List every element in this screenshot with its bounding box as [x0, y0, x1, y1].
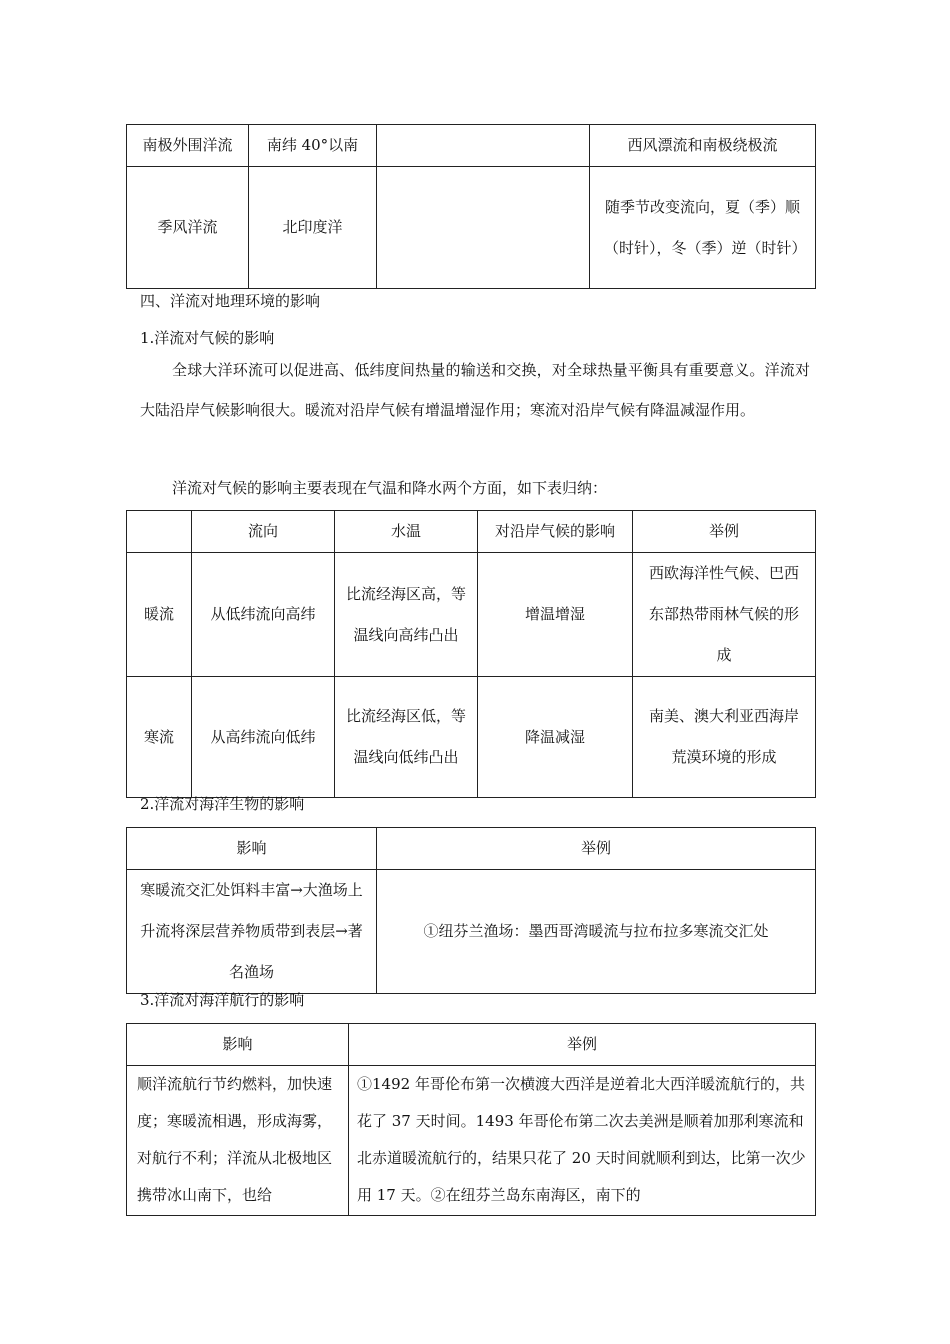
marine-life-table	[126, 827, 816, 994]
table-cell: 北印度洋	[249, 167, 377, 289]
table-cell: 南纬 40°以南	[249, 125, 377, 167]
table-row	[127, 553, 816, 677]
table-header: 影响	[127, 1024, 349, 1066]
table-header: 流向	[192, 511, 335, 553]
table-header: 举例	[377, 828, 816, 870]
table-cell: 寒暖流交汇处饵料丰富→大渔场上升流将深层营养物质带到表层→著名渔场	[127, 870, 377, 994]
table-cell: 比流经海区高，等温线向高纬凸出	[335, 553, 478, 677]
table-cell: 季风洋流	[127, 167, 249, 289]
table-cell: 从低纬流向高纬	[192, 553, 335, 677]
current-table-continued	[126, 124, 816, 289]
table-cell: 南极外围洋流	[127, 125, 249, 167]
table-cell: 降温减湿	[478, 677, 633, 798]
table-cell: 寒流	[127, 677, 192, 798]
table-cell: 西风漂流和南极绕极流	[590, 125, 816, 167]
subsection-heading: 3.洋流对海洋航行的影响	[140, 991, 305, 1009]
table-header-row	[127, 511, 816, 553]
table-cell: ①纽芬兰渔场：墨西哥湾暖流与拉布拉多寒流交汇处	[377, 870, 816, 994]
paragraph: 洋流对气候的影响主要表现在气温和降水两个方面，如下表归纳：	[172, 479, 608, 497]
table-cell: 随季节改变流向，夏（季）顺（时针），冬（季）逆（时针）	[590, 167, 816, 289]
table-cell: 西欧海洋性气候、巴西东部热带雨林气候的形成	[633, 553, 816, 677]
table-cell: ①1492 年哥伦布第一次横渡大西洋是逆着北大西洋暖流航行的，共花了 37 天时间。1493 年哥伦布第二次去美洲是顺着加那利寒流和北赤道暖流航行的，结果只花了 20 天时间就顺利到达，比第一次少用 17 天。②在纽芬兰岛东南海区，南下的	[349, 1066, 816, 1216]
table-cell: 从高纬流向低纬	[192, 677, 335, 798]
paragraph: 全球大洋环流可以促进高、低纬度间热量的输送和交换，对全球热量平衡具有重要意义。洋流对大陆沿岸气候影响很大。暖流对沿岸气候有增温增湿作用；寒流对沿岸气候有降温减湿作用。	[140, 361, 810, 419]
table-header: 举例	[349, 1024, 816, 1066]
table-cell: 南美、澳大利亚西海岸荒漠环境的形成	[633, 677, 816, 798]
table-cell	[377, 167, 590, 289]
table-row	[127, 167, 816, 289]
table-header	[127, 511, 192, 553]
table-row	[127, 1066, 816, 1216]
table-cell: 比流经海区低，等温线向低纬凸出	[335, 677, 478, 798]
climate-effect-table	[126, 510, 816, 798]
subsection-heading: 1.洋流对气候的影响	[140, 329, 275, 347]
table-header: 影响	[127, 828, 377, 870]
table-header: 水温	[335, 511, 478, 553]
table-row	[127, 125, 816, 167]
table-header-row	[127, 1024, 816, 1066]
navigation-table	[126, 1023, 816, 1216]
table-cell: 增温增湿	[478, 553, 633, 677]
table-header: 对沿岸气候的影响	[478, 511, 633, 553]
table-header-row	[127, 828, 816, 870]
table-row	[127, 677, 816, 798]
table-cell: 暖流	[127, 553, 192, 677]
subsection-heading: 2.洋流对海洋生物的影响	[140, 795, 305, 813]
section-heading: 四、洋流对地理环境的影响	[140, 292, 321, 310]
table-cell: 顺洋流航行节约燃料，加快速度；寒暖流相遇，形成海雾，对航行不利；洋流从北极地区携带冰山南下，也给	[127, 1066, 349, 1216]
table-row	[127, 870, 816, 994]
table-cell	[377, 125, 590, 167]
table-header: 举例	[633, 511, 816, 553]
